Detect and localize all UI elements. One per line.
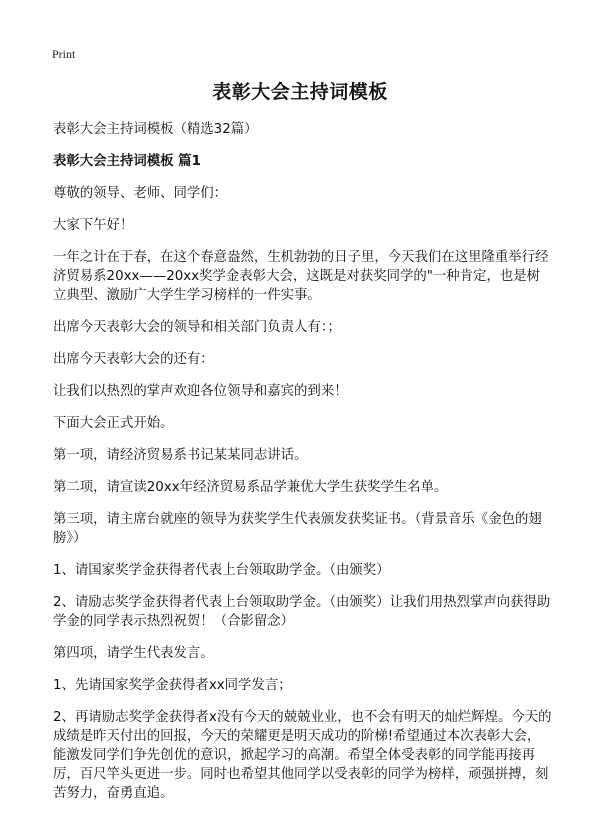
paragraph-item-3-2: 2、请励志奖学金获得者代表上台领取助学金。（由颁奖）让我们用热烈掌声向获得助学金的同学表示热烈祝贺！（合影留念）	[53, 595, 551, 629]
paragraph-start: 下面大会正式开始。	[53, 416, 174, 431]
paragraph-item-1: 第一项，请经济贸易系书记某某同志讲话。	[53, 448, 308, 463]
paragraph-attendees-leaders: 出席今天表彰大会的领导和相关部门负责人有：；	[53, 320, 341, 335]
paragraph-attendees-others: 出席今天表彰大会的还有：	[53, 352, 214, 367]
paragraph-item-3-1: 1、请国家奖学金获得者代表上台领取助学金。（由颁奖）	[53, 563, 390, 578]
print-link[interactable]: Print	[52, 47, 76, 61]
section-heading: 表彰大会主持词模板 篇1	[53, 154, 201, 169]
paragraph-welcome: 让我们以热烈的掌声欢迎各位领导和嘉宾的到来！	[53, 384, 348, 399]
paragraph-item-4: 第四项，请学生代表发言。	[53, 646, 214, 661]
paragraph-item-4-1: 1、先请国家奖学金获得者xx同学发言；	[53, 678, 292, 693]
paragraph-opening: 一年之计在于春，在这个春意盎然，生机勃勃的日子里，今天我们在这里隆重举行经济贸易系20xx——20xx奖学金表彰大会，这既是对获奖同学的"一种肯定，也是树立典型、激励广大学生学习榜样的一件实事。	[53, 250, 549, 303]
paragraph-salutation: 尊敬的领导、老师、同学们：	[53, 186, 228, 201]
document-subtitle: 表彰大会主持词模板（精选32篇）	[53, 122, 258, 137]
paragraph-item-3: 第三项，请主席台就座的领导为获奖学生代表颁发获奖证书。（背景音乐《金色的翅膀》）	[53, 512, 542, 546]
paragraph-item-2: 第二项，请宣读20xx年经济贸易系品学兼优大学生获奖学生名单。	[53, 480, 448, 495]
page-title: 表彰大会主持词模板	[212, 81, 388, 103]
document-body	[53, 120, 553, 816]
paragraph-greeting: 大家下午好！	[53, 218, 134, 233]
paragraph-item-4-2: 2、再请励志奖学金获得者x没有今天的兢兢业业，也不会有明天的灿烂辉煌。今天的成绩是昨天付出的回报，今天的荣耀更是明天成功的阶梯!希望通过本次表彰大会，能激发同学们争先创优的意识，掀起学习的高潮。希望全体受表彰的同学能再接再厉，百尺竿头更进一步。同时也希望其他同学以受表彰的同学为榜样，顽强拼搏，刻苦努力，奋勇直追。	[53, 710, 552, 801]
